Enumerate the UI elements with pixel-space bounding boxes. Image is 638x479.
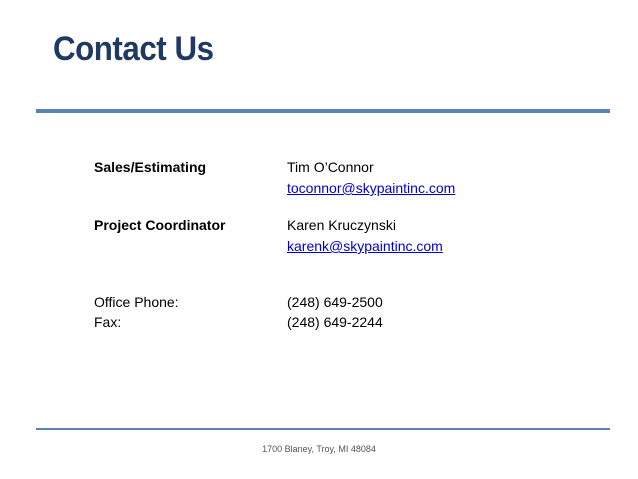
page-title: Contact Us [53,30,214,68]
contact-name-coordinator: Karen Kruczynski [287,217,396,233]
fax-label: Fax: [94,314,122,330]
contact-email-link-coordinator[interactable]: karenk@skypaintinc.com [287,238,443,254]
contact-role-coordinator: Project Coordinator [94,217,226,233]
contact-role-sales: Sales/Estimating [94,159,207,175]
contact-email-link-sales[interactable]: toconnor@skypaintinc.com [287,180,456,196]
office-phone-label: Office Phone: [94,294,179,310]
fax-value: (248) 649-2244 [287,314,383,330]
header-divider [36,109,610,113]
footer-divider [36,428,610,430]
contact-name-sales: Tim O’Connor [287,159,374,175]
footer-address: 1700 Blaney, Troy, MI 48084 [262,444,376,454]
office-phone-value: (248) 649-2500 [287,294,383,310]
